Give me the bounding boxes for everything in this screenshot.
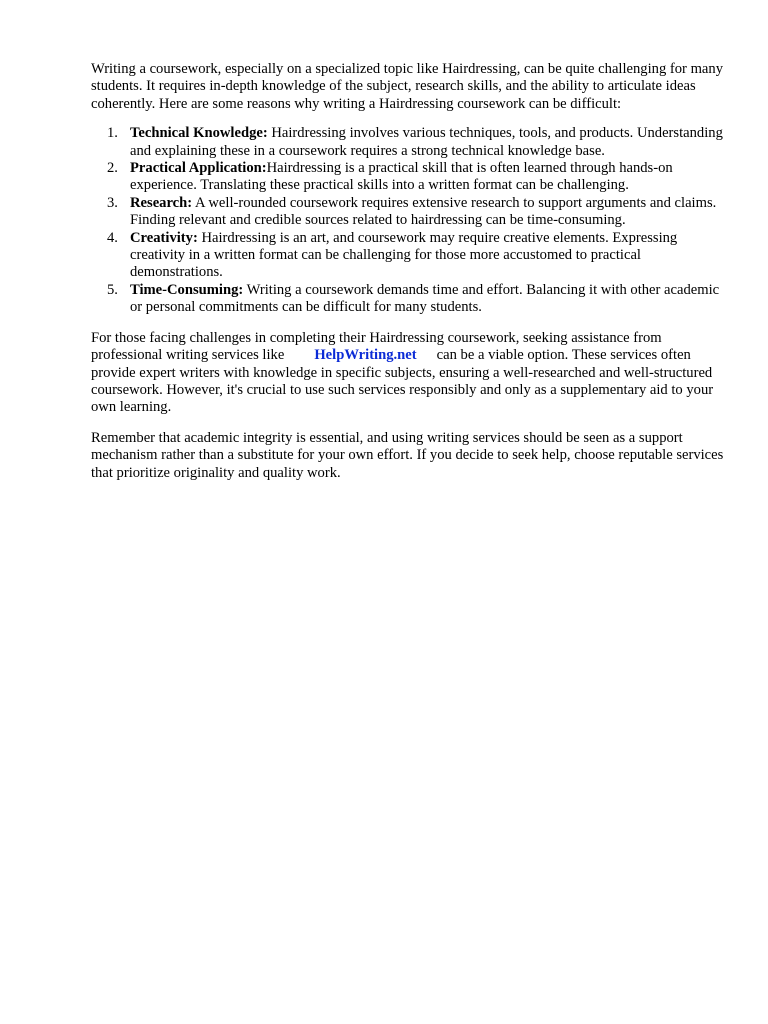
list-item (91, 230, 731, 282)
assistance-text-before: For those facing challenges in completing their Hairdressing coursework, seeking assistance from professional writing services like (91, 329, 662, 364)
list-item-number: 1. (107, 125, 118, 142)
list-item-number: 5. (107, 281, 118, 298)
reasons-list (91, 125, 731, 316)
list-item-number: 3. (107, 194, 118, 211)
list-item (91, 125, 731, 160)
list-item-term: Time-Consuming: (130, 281, 244, 298)
list-item (91, 160, 731, 195)
list-item-term: Technical Knowledge: (130, 125, 268, 142)
list-item-term: Practical Application: (130, 160, 267, 177)
integrity-paragraph: Remember that academic integrity is essential, and using writing services should be seen as a support mechanism rather than a substitute for your own effort. If you decide to seek help, choose reputable services that prioritize originality and quality work. (91, 429, 724, 481)
assistance-paragraph (91, 330, 731, 417)
list-item-text: Hairdressing is a practical skill that is often learned through hands-on experience. Translating these practical skills into a written format can be challenging. (130, 160, 673, 194)
assistance-text-after: can be a viable option. These services often provide expert writers with knowledge in specific subjects, ensuring a well-researched and well-structured coursework. However, it's crucial to use such services responsibly and only as a supplementary aid to your own learning. (91, 347, 714, 416)
list-item-text: Hairdressing is an art, and coursework may require creative elements. Expressing creativity in a written format can be challenging for those more accustomed to practical demonstrations. (130, 229, 678, 281)
list-item-number: 2. (107, 160, 118, 177)
intro-paragraph: Writing a coursework, especially on a specialized topic like Hairdressing, can be quite challenging for many students. It requires in-depth knowledge of the subject, research skills, and the ability to articulate ideas coherently. Here are some reasons why writing a Hairdressing coursework can be difficult: (91, 61, 723, 112)
list-item-text: Writing a coursework demands time and effort. Balancing it with other academic or personal commitments can be difficult for many students. (130, 281, 720, 316)
list-item-term: Creativity: (130, 229, 198, 246)
document-page (91, 61, 731, 482)
list-item (91, 195, 731, 230)
list-item-number: 4. (107, 229, 118, 246)
helpwriting-link[interactable]: HelpWriting.net (314, 347, 417, 364)
list-item-term: Research: (130, 194, 193, 211)
list-item (91, 282, 731, 317)
list-item-text: A well-rounded coursework requires extensive research to support arguments and claims. Finding relevant and credible sources related to hairdressing can be time-consuming. (130, 194, 717, 229)
list-item-text: Hairdressing involves various techniques, tools, and products. Understanding and explaining these in a coursework requires a strong technical knowledge base. (130, 125, 723, 159)
